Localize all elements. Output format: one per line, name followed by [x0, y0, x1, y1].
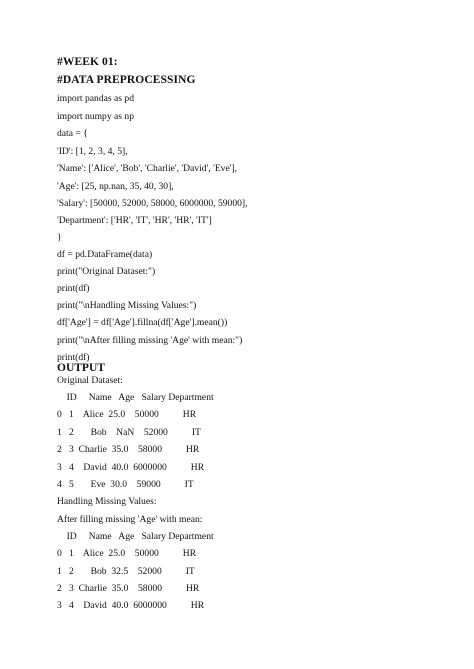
- output-label: OUTPUT: [57, 362, 105, 374]
- code-line: 'Salary': [50000, 52000, 58000, 6000000, 59000],: [57, 198, 248, 209]
- section-heading: #DATA PREPROCESSING: [57, 74, 196, 86]
- output-line: Original Dataset:: [57, 375, 123, 386]
- code-line: df = pd.DataFrame(data): [57, 249, 153, 260]
- output-line: 3 4 David 40.0 6000000 HR: [57, 600, 205, 611]
- code-line: print("Original Dataset:"): [57, 266, 156, 277]
- output-line: 0 1 Alice 25.0 50000 HR: [57, 409, 197, 420]
- week-heading: #WEEK 01:: [57, 56, 118, 68]
- output-line: 1 2 Bob 32.5 52000 IT: [57, 566, 195, 577]
- code-line: 'Age': [25, np.nan, 35, 40, 30],: [57, 181, 174, 192]
- output-line: Handling Missing Values:: [57, 496, 157, 507]
- code-line: import numpy as np: [57, 111, 135, 122]
- code-line: print(df): [57, 352, 90, 363]
- code-line: import pandas as pd: [57, 93, 135, 104]
- code-line: print("\nAfter filling missing 'Age' with mean:"): [57, 335, 243, 346]
- code-line: 'Department': ['HR', 'IT', 'HR', 'HR', 'IT']: [57, 215, 212, 226]
- output-line: 1 2 Bob NaN 52000 IT: [57, 427, 201, 438]
- output-line: 4 5 Eve 30.0 59000 IT: [57, 479, 194, 490]
- code-line: data = {: [57, 128, 88, 139]
- output-line: 0 1 Alice 25.0 50000 HR: [57, 548, 197, 559]
- output-line: 3 4 David 40.0 6000000 HR: [57, 462, 205, 473]
- output-line: ID Name Age Salary Department: [57, 392, 214, 403]
- output-line: 2 3 Charlie 35.0 58000 HR: [57, 444, 200, 455]
- code-line: df['Age'] = df['Age'].fillna(df['Age'].mean()): [57, 317, 228, 328]
- code-line: 'Name': ['Alice', 'Bob', 'Charlie', 'David', 'Eve'],: [57, 163, 238, 174]
- code-line: 'ID': [1, 2, 3, 4, 5],: [57, 146, 128, 157]
- code-line: }: [57, 232, 62, 243]
- output-line: 2 3 Charlie 35.0 58000 HR: [57, 583, 200, 594]
- code-line: print("\nHandling Missing Values:"): [57, 300, 197, 311]
- output-line: After filling missing 'Age' with mean:: [57, 514, 203, 525]
- output-line: ID Name Age Salary Department: [57, 531, 214, 542]
- code-line: print(df): [57, 283, 90, 294]
